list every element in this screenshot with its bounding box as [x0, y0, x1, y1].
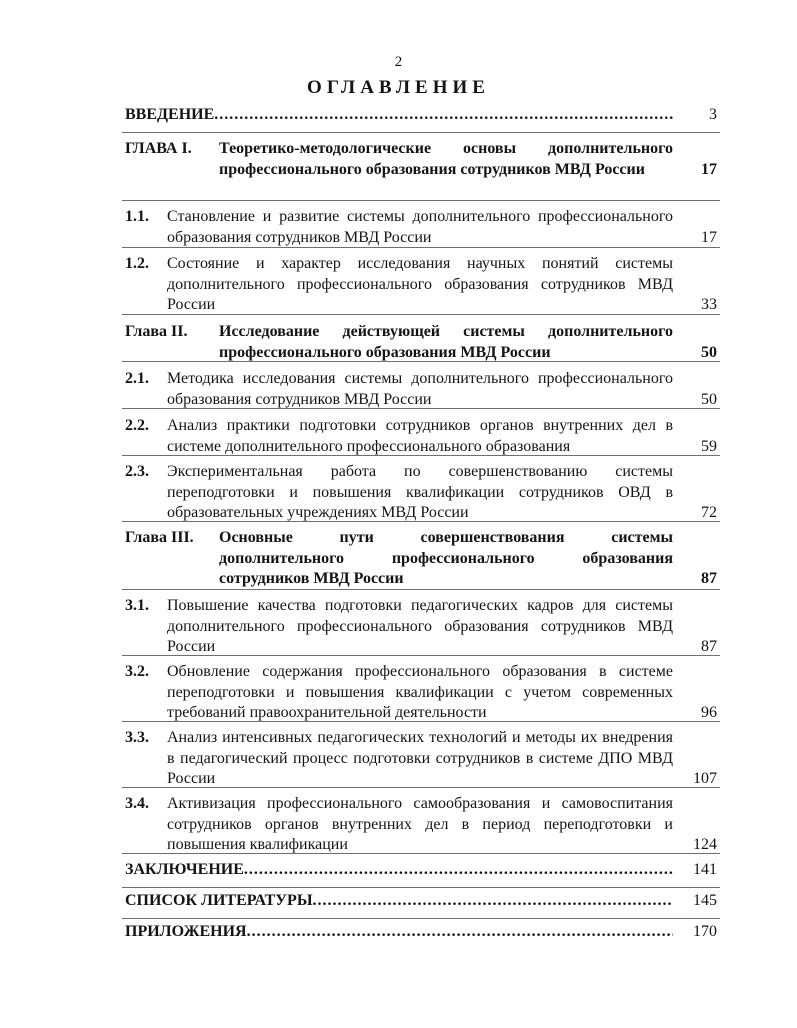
toc-entry-page: 33: [701, 296, 717, 313]
leader-dots: [247, 922, 673, 943]
divider: [122, 200, 720, 201]
toc-entry-chapter-2: [125, 322, 717, 363]
toc-entry-label: Глава II.: [125, 323, 188, 340]
toc-entry-chapter-1: [125, 139, 717, 180]
divider: [122, 408, 720, 409]
page-title: ОГЛАВЛЕНИЕ: [307, 77, 490, 98]
toc-entry-text: СПИСОК ЛИТЕРАТУРЫ: [125, 892, 313, 909]
toc-entry-page: 17: [701, 160, 717, 178]
toc-entry-label: 3.1.: [125, 597, 149, 614]
toc-entry-page: 87: [701, 570, 717, 587]
page-number: 2: [394, 54, 403, 70]
toc-entry-1-1: [125, 207, 717, 248]
divider: [122, 247, 720, 248]
divider: [122, 132, 720, 133]
leader-dots: [214, 105, 673, 126]
toc-entry-2-1: [125, 369, 717, 410]
toc-entry-chapter-3: [125, 528, 717, 590]
toc-entry-page: 50: [701, 390, 717, 408]
toc-entry-1-2: [125, 254, 717, 316]
toc-entry-text: ПРИЛОЖЕНИЯ: [125, 923, 247, 940]
toc-entry-page: 17: [701, 228, 717, 246]
toc-entry-conclusion: [125, 860, 717, 881]
toc-entry-text: Состояние и характер исследования научных понятий системы дополнительного профессионального образования сотрудников МВД России: [167, 255, 673, 313]
divider: [122, 918, 720, 919]
divider: [122, 521, 720, 522]
divider: [122, 314, 720, 315]
toc-entry-text: Обновление содержания профессионального образования в системе переподготовки и повышения квалификации с учетом современных требований правоохранительной деятельности: [167, 663, 673, 721]
toc-entry-appendices: [125, 922, 717, 943]
divider: [122, 853, 720, 854]
toc-entry-label: 2.2.: [125, 417, 149, 434]
toc-entry-2-2: [125, 416, 717, 457]
divider: [122, 721, 720, 722]
toc-entry-3-2: [125, 662, 717, 724]
divider: [122, 787, 720, 788]
toc-entry-label: 1.2.: [125, 255, 149, 272]
toc-entry-text: Повышение качества подготовки педагогических кадров для системы дополнительного профессионального образования сотрудников МВД России: [167, 597, 673, 655]
toc-entry-text: Методика исследования системы дополнительного профессионального образования сотрудников МВД России: [167, 370, 673, 408]
toc-entry-page: 72: [701, 504, 717, 521]
toc-entry-3-1: [125, 596, 717, 658]
toc-entry-page: 50: [701, 343, 717, 361]
divider: [122, 361, 720, 362]
toc-entry-label: 2.1.: [125, 370, 149, 387]
toc-entry-label: ГЛАВА I.: [125, 140, 192, 157]
toc-entry-introduction: [125, 105, 717, 126]
toc-entry-page: 170: [693, 923, 717, 940]
toc-entry-text: Теоретико-методологические основы дополнительного профессионального образования сотрудников МВД России: [219, 140, 673, 178]
toc-entry-2-3: [125, 462, 717, 524]
toc-entry-label: 3.4.: [125, 795, 149, 812]
toc-entry-text: Анализ практики подготовки сотрудников органов внутренних дел в системе дополнительного профессионального образования: [167, 417, 673, 455]
toc-entry-page: 59: [701, 437, 717, 455]
toc-entry-text: ЗАКЛЮЧЕНИЕ: [125, 861, 244, 878]
toc-entry-text: Основные пути совершенствования системы дополнительного профессионального образования сотрудников МВД России: [219, 529, 673, 587]
toc-entry-text: Становление и развитие системы дополнительного профессионального образования сотрудников МВД России: [167, 208, 673, 246]
divider: [122, 455, 720, 456]
leader-dots: [244, 860, 673, 881]
divider: [122, 589, 720, 590]
toc-entry-page: 96: [701, 704, 717, 721]
divider: [122, 655, 720, 656]
toc-entry-page: 141: [693, 861, 717, 878]
toc-entry-text: Исследование действующей системы дополнительного профессионального образования МВД России: [219, 323, 673, 361]
toc-entry-page: 107: [693, 770, 717, 787]
toc-entry-page: 87: [701, 638, 717, 655]
toc-entry-label: 3.3.: [125, 729, 149, 746]
toc-entry-label: 2.3.: [125, 463, 149, 480]
divider: [122, 887, 720, 888]
toc-entry-page: 145: [693, 892, 717, 909]
toc-entry-label: 3.2.: [125, 663, 149, 680]
toc-entry-text: Экспериментальная работа по совершенствованию системы переподготовки и повышения квалификации сотрудников ОВД в образовательных учреждениях МВД России: [167, 463, 673, 521]
toc-entry-text: Активизация профессионального самообразования и самовоспитания сотрудников органов внутренних дел в период переподготовки и повышения квалификации: [167, 795, 673, 853]
toc-entry-page: 3: [709, 106, 717, 123]
toc-entry-label: 1.1.: [125, 208, 149, 225]
toc-entry-3-3: [125, 728, 717, 790]
toc-entry-text: ВВЕДЕНИЕ: [125, 106, 215, 123]
toc-entry-3-4: [125, 794, 717, 856]
leader-dots: [313, 891, 673, 912]
toc-entry-text: Анализ интенсивных педагогических технологий и методы их внедрения в педагогический процесс подготовки сотрудников в системе ДПО МВД России: [167, 729, 673, 787]
toc-entry-label: Глава III.: [125, 529, 194, 546]
toc-entry-page: 124: [693, 836, 717, 853]
toc-entry-references: [125, 891, 717, 912]
